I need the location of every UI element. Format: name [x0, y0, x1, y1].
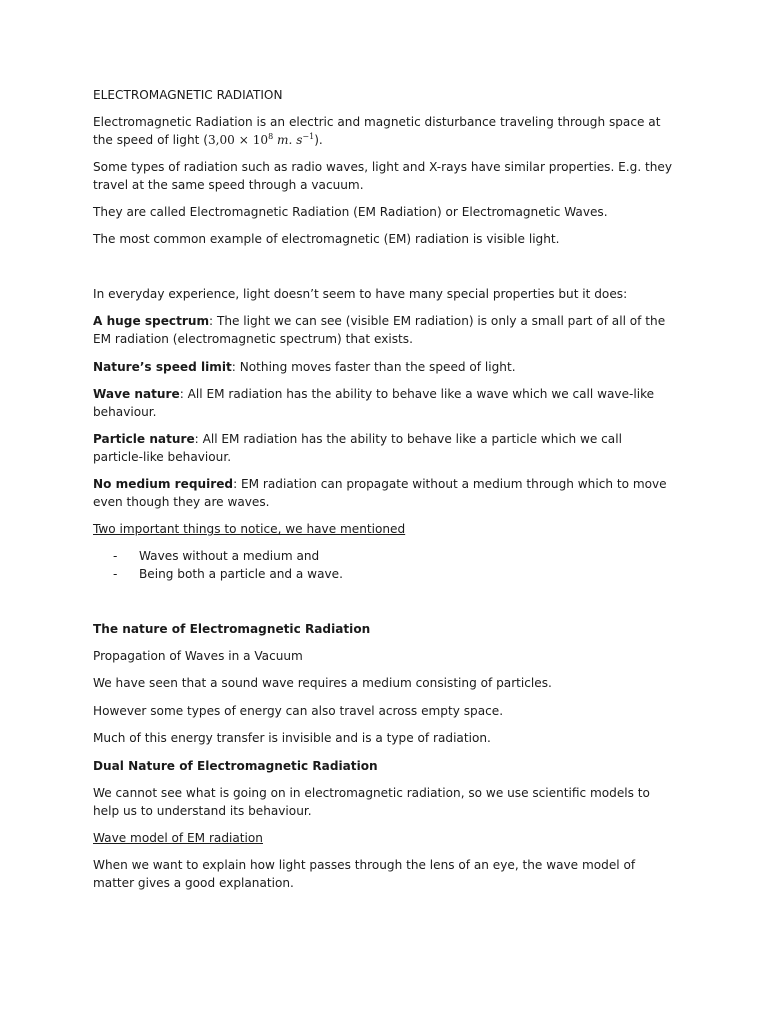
- section-heading-dual: Dual Nature of Electromagnetic Radiation: [93, 759, 378, 773]
- bullet-marker: -: [113, 567, 118, 581]
- property-term: No medium required: [93, 477, 234, 491]
- paragraph-invisible: Much of this energy transfer is invisible and is a type of radiation.: [93, 731, 491, 745]
- paragraph-models: We cannot see what is going on in electromagnetic radiation, so we use scientific models to help us to understand its behaviour.: [93, 786, 650, 818]
- paragraph-definition: Electromagnetic Radiation is an electric and magnetic disturbance traveling through space at the speed of light ($3,00 \times 10^8$ m. $s^{-1}$).: [93, 115, 661, 147]
- document-title: ELECTROMAGNETIC RADIATION: [93, 88, 283, 102]
- list-item: - Being both a particle and a wave.: [113, 566, 343, 584]
- bullet-marker: -: [113, 549, 118, 563]
- property-term: Wave nature: [93, 387, 180, 401]
- definition-text: Electromagnetic Radiation is an electric and magnetic disturbance traveling through space at the speed of light (: [93, 115, 661, 147]
- paragraph-names: They are called Electromagnetic Radiation (EM Radiation) or Electromagnetic Waves.: [93, 205, 608, 219]
- property-term: Particle nature: [93, 432, 195, 446]
- property-item: Particle nature: All EM radiation has the ability to behave like a particle which we call particle-like behaviour.: [93, 432, 622, 464]
- notice-heading: Two important things to notice, we have mentioned: [93, 522, 406, 536]
- property-item: Wave nature: All EM radiation has the ability to behave like a wave which we call wave-like behaviour.: [93, 387, 655, 419]
- property-term: A huge spectrum: [93, 314, 210, 328]
- paragraph-properties: Some types of radiation such as radio waves, light and X-rays have similar properties. E.g. they travel at the same speed through a vacuum.: [93, 160, 673, 192]
- paragraph-everyday: In everyday experience, light doesn’t seem to have many special properties but it does:: [93, 287, 628, 301]
- paragraph-example: The most common example of electromagnetic (EM) radiation is visible light.: [93, 232, 560, 246]
- property-item: A huge spectrum: The light we can see (visible EM radiation) is only a small part of all of the EM radiation (electromagnetic spectrum) that exists.: [93, 314, 666, 346]
- property-item: Nature’s speed limit: Nothing moves faster than the speed of light.: [93, 360, 516, 374]
- paragraph-lens: When we want to explain how light passes through the lens of an eye, the wave model of matter gives a good explanation.: [93, 858, 636, 890]
- speed-of-light-formula: $3,00 \times 10^8$ m. $s^{-1}$: [207, 131, 315, 147]
- property-term: Nature’s speed limit: [93, 360, 232, 374]
- property-item: No medium required: EM radiation can propagate without a medium through which to move even though they are waves.: [93, 477, 667, 509]
- section-heading-nature: The nature of Electromagnetic Radiation: [93, 622, 371, 636]
- wave-model-heading: Wave model of EM radiation: [93, 831, 263, 845]
- paragraph-energy: However some types of energy can also travel across empty space.: [93, 704, 504, 718]
- propagation-heading: Propagation of Waves in a Vacuum: [93, 649, 303, 663]
- paragraph-sound: We have seen that a sound wave requires a medium consisting of particles.: [93, 676, 552, 690]
- list-item: - Waves without a medium and: [113, 548, 319, 566]
